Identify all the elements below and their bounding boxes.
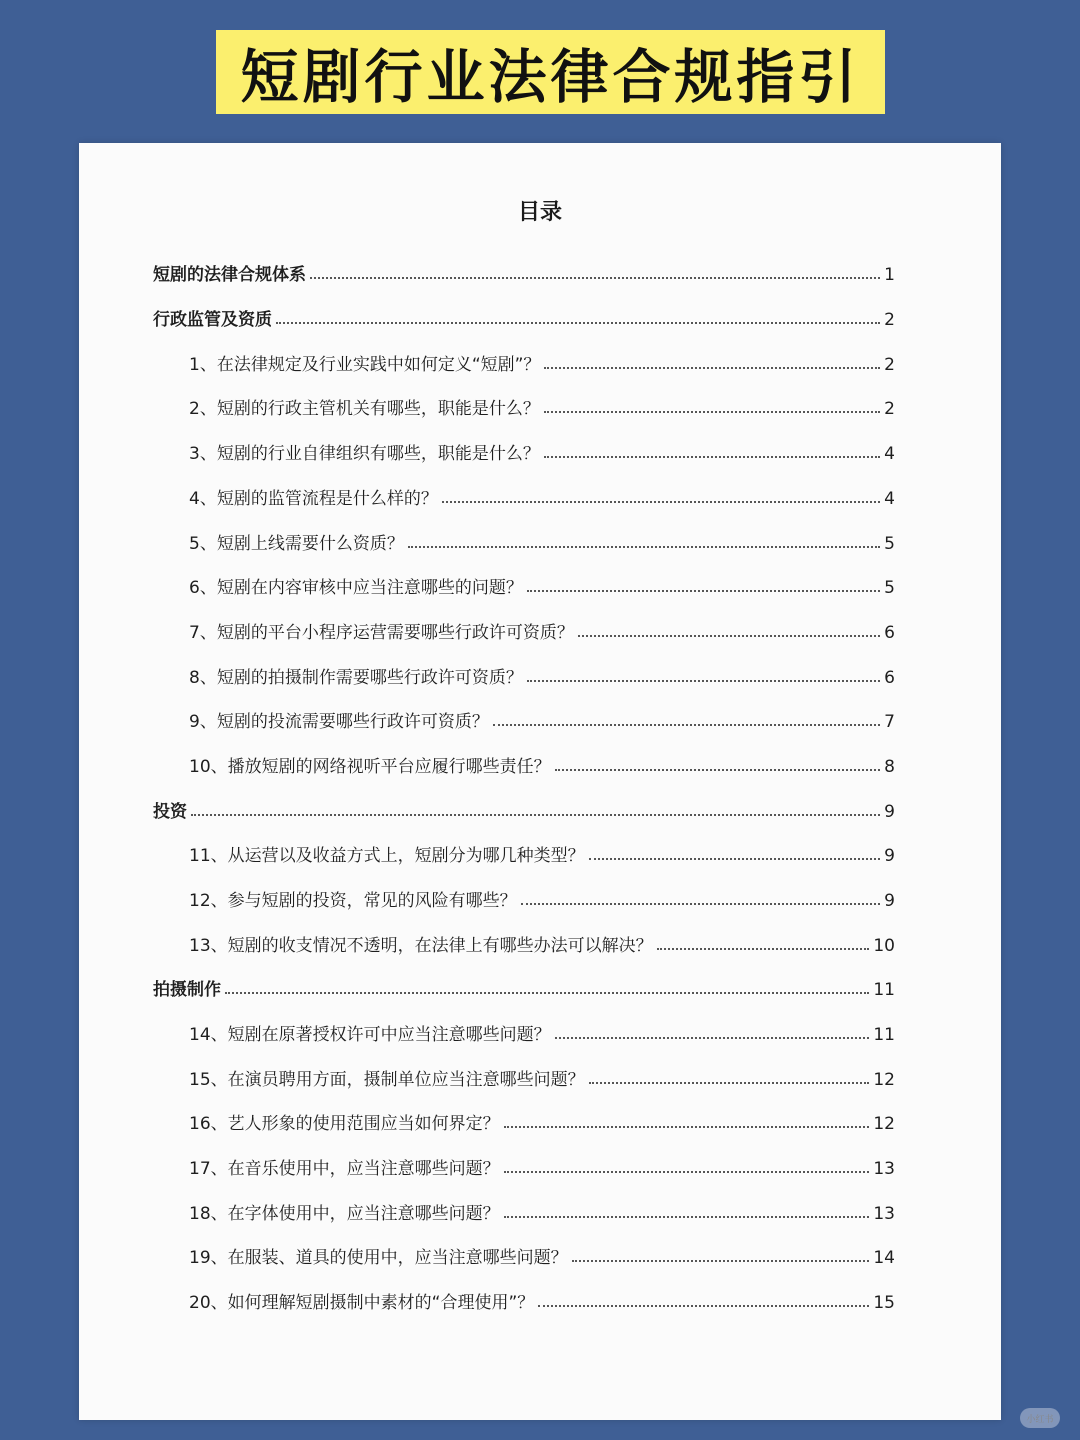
toc-entry-3[interactable] — [189, 434, 895, 464]
toc-entry-4[interactable] — [189, 479, 895, 509]
toc-entry-text: 20、如何理解短剧摄制中素材的“合理使用”？ — [189, 1293, 535, 1313]
toc-entry-text: 17、在音乐使用中，应当注意哪些问题？ — [189, 1159, 500, 1179]
toc-entry-text: 短剧的法律合规体系 — [153, 265, 306, 285]
toc-entry-text: 行政监管及资质 — [153, 310, 272, 330]
toc-page-number: 6 — [884, 623, 895, 643]
title-banner — [216, 30, 885, 114]
toc-page-number: 14 — [873, 1248, 895, 1268]
toc-entry-9[interactable] — [189, 702, 895, 732]
toc-entry-text: 11、从运营以及收益方式上，短剧分为哪几种类型？ — [189, 846, 585, 866]
toc-entry-text: 10、播放短剧的网络视听平台应履行哪些责任？ — [189, 757, 551, 777]
toc-page-number: 2 — [884, 310, 895, 330]
toc-entry-6[interactable] — [189, 568, 895, 598]
toc-entry-1[interactable] — [189, 345, 895, 375]
toc-page-number: 12 — [873, 1114, 895, 1134]
toc-entry-18[interactable] — [189, 1194, 895, 1224]
toc-page-number: 8 — [884, 757, 895, 777]
toc-page-number: 10 — [873, 936, 895, 956]
toc-entry-5[interactable] — [189, 524, 895, 554]
toc-page-number: 5 — [884, 534, 895, 554]
toc-entry-19[interactable] — [189, 1238, 895, 1268]
toc-dot-leader — [544, 411, 880, 413]
toc-entry-16[interactable] — [189, 1104, 895, 1134]
toc-dot-leader — [408, 546, 880, 548]
toc-section-regulation[interactable] — [153, 300, 895, 330]
toc-dot-leader — [555, 1037, 870, 1039]
toc-dot-leader — [589, 858, 881, 860]
toc-entry-text: 12、参与短剧的投资，常见的风险有哪些？ — [189, 891, 517, 911]
page-title: 短剧行业法律合规指引 — [240, 43, 861, 111]
toc-dot-leader — [504, 1216, 870, 1218]
toc-dot-leader — [493, 724, 880, 726]
toc-page-number: 2 — [884, 355, 895, 375]
toc-entry-text: 18、在字体使用中，应当注意哪些问题？ — [189, 1204, 500, 1224]
toc-dot-leader — [225, 992, 869, 994]
toc-entry-13[interactable] — [189, 926, 895, 956]
toc-entry-7[interactable] — [189, 613, 895, 643]
toc-entry-11[interactable] — [189, 836, 895, 866]
toc-entry-text: 2、短剧的行政主管机关有哪些，职能是什么？ — [189, 399, 540, 419]
toc-page-number: 13 — [873, 1204, 895, 1224]
toc-entry-text: 8、短剧的拍摄制作需要哪些行政许可资质？ — [189, 668, 523, 688]
toc-page-number: 4 — [884, 444, 895, 464]
watermark-badge — [1020, 1408, 1060, 1428]
toc-dot-leader — [276, 322, 880, 324]
toc-dot-leader — [538, 1305, 869, 1307]
toc-page-number: 2 — [884, 399, 895, 419]
watermark-text: 小红书 — [1026, 1414, 1054, 1425]
toc-entry-8[interactable] — [189, 658, 895, 688]
toc-section-legal-system[interactable] — [153, 255, 895, 285]
toc-entry-17[interactable] — [189, 1149, 895, 1179]
toc-page-number: 5 — [884, 578, 895, 598]
toc-entry-10[interactable] — [189, 747, 895, 777]
toc-dot-leader — [572, 1260, 870, 1262]
toc-entry-text: 9、短剧的投流需要哪些行政许可资质？ — [189, 712, 489, 732]
toc-entry-text: 投资 — [153, 802, 187, 822]
toc-dot-leader — [521, 903, 881, 905]
toc-page-number: 9 — [884, 802, 895, 822]
toc-entry-text: 7、短剧的平台小程序运营需要哪些行政许可资质？ — [189, 623, 574, 643]
toc-section-investment[interactable] — [153, 792, 895, 822]
toc-dot-leader — [544, 456, 880, 458]
toc-entry-text: 6、短剧在内容审核中应当注意哪些的问题？ — [189, 578, 523, 598]
toc-entry-14[interactable] — [189, 1015, 895, 1045]
toc-dot-leader — [527, 590, 880, 592]
toc-dot-leader — [504, 1126, 870, 1128]
toc-entry-text: 13、短剧的收支情况不透明，在法律上有哪些办法可以解决？ — [189, 936, 653, 956]
toc-entry-text: 5、短剧上线需要什么资质？ — [189, 534, 404, 554]
toc-heading: 目录 — [517, 200, 562, 225]
toc-page-number: 13 — [873, 1159, 895, 1179]
toc-entry-2[interactable] — [189, 389, 895, 419]
toc-page-number: 11 — [873, 1025, 895, 1045]
toc-dot-leader — [544, 367, 880, 369]
toc-entry-text: 15、在演员聘用方面，摄制单位应当注意哪些问题？ — [189, 1070, 585, 1090]
toc-dot-leader — [310, 277, 880, 279]
toc-page-number: 11 — [873, 980, 895, 1000]
toc-entry-20[interactable] — [189, 1283, 895, 1313]
toc-page-number: 9 — [884, 846, 895, 866]
toc-entry-text: 14、短剧在原著授权许可中应当注意哪些问题？ — [189, 1025, 551, 1045]
toc-dot-leader — [504, 1171, 870, 1173]
toc-dot-leader — [657, 948, 870, 950]
toc-section-production[interactable] — [153, 970, 895, 1000]
toc-dot-leader — [442, 501, 880, 503]
toc-entry-text: 4、短剧的监管流程是什么样的？ — [189, 489, 438, 509]
toc-entry-text: 1、在法律规定及行业实践中如何定义“短剧”？ — [189, 355, 541, 375]
toc-page-number: 4 — [884, 489, 895, 509]
toc-dot-leader — [589, 1082, 870, 1084]
toc-dot-leader — [527, 680, 880, 682]
toc-page-number: 15 — [873, 1293, 895, 1313]
toc-entry-text: 19、在服装、道具的使用中，应当注意哪些问题？ — [189, 1248, 568, 1268]
toc-entry-12[interactable] — [189, 881, 895, 911]
toc-page-number: 9 — [884, 891, 895, 911]
document-page — [79, 143, 1001, 1420]
toc-entry-text: 3、短剧的行业自律组织有哪些，职能是什么？ — [189, 444, 540, 464]
toc-dot-leader — [555, 769, 881, 771]
toc-page-number: 6 — [884, 668, 895, 688]
toc-page-number: 1 — [884, 265, 895, 285]
toc-dot-leader — [191, 814, 880, 816]
toc-page-number: 7 — [884, 712, 895, 732]
toc-entry-text: 拍摄制作 — [153, 980, 221, 1000]
toc-entry-text: 16、艺人形象的使用范围应当如何界定？ — [189, 1114, 500, 1134]
toc-dot-leader — [578, 635, 880, 637]
toc-entry-15[interactable] — [189, 1060, 895, 1090]
toc-page-number: 12 — [873, 1070, 895, 1090]
